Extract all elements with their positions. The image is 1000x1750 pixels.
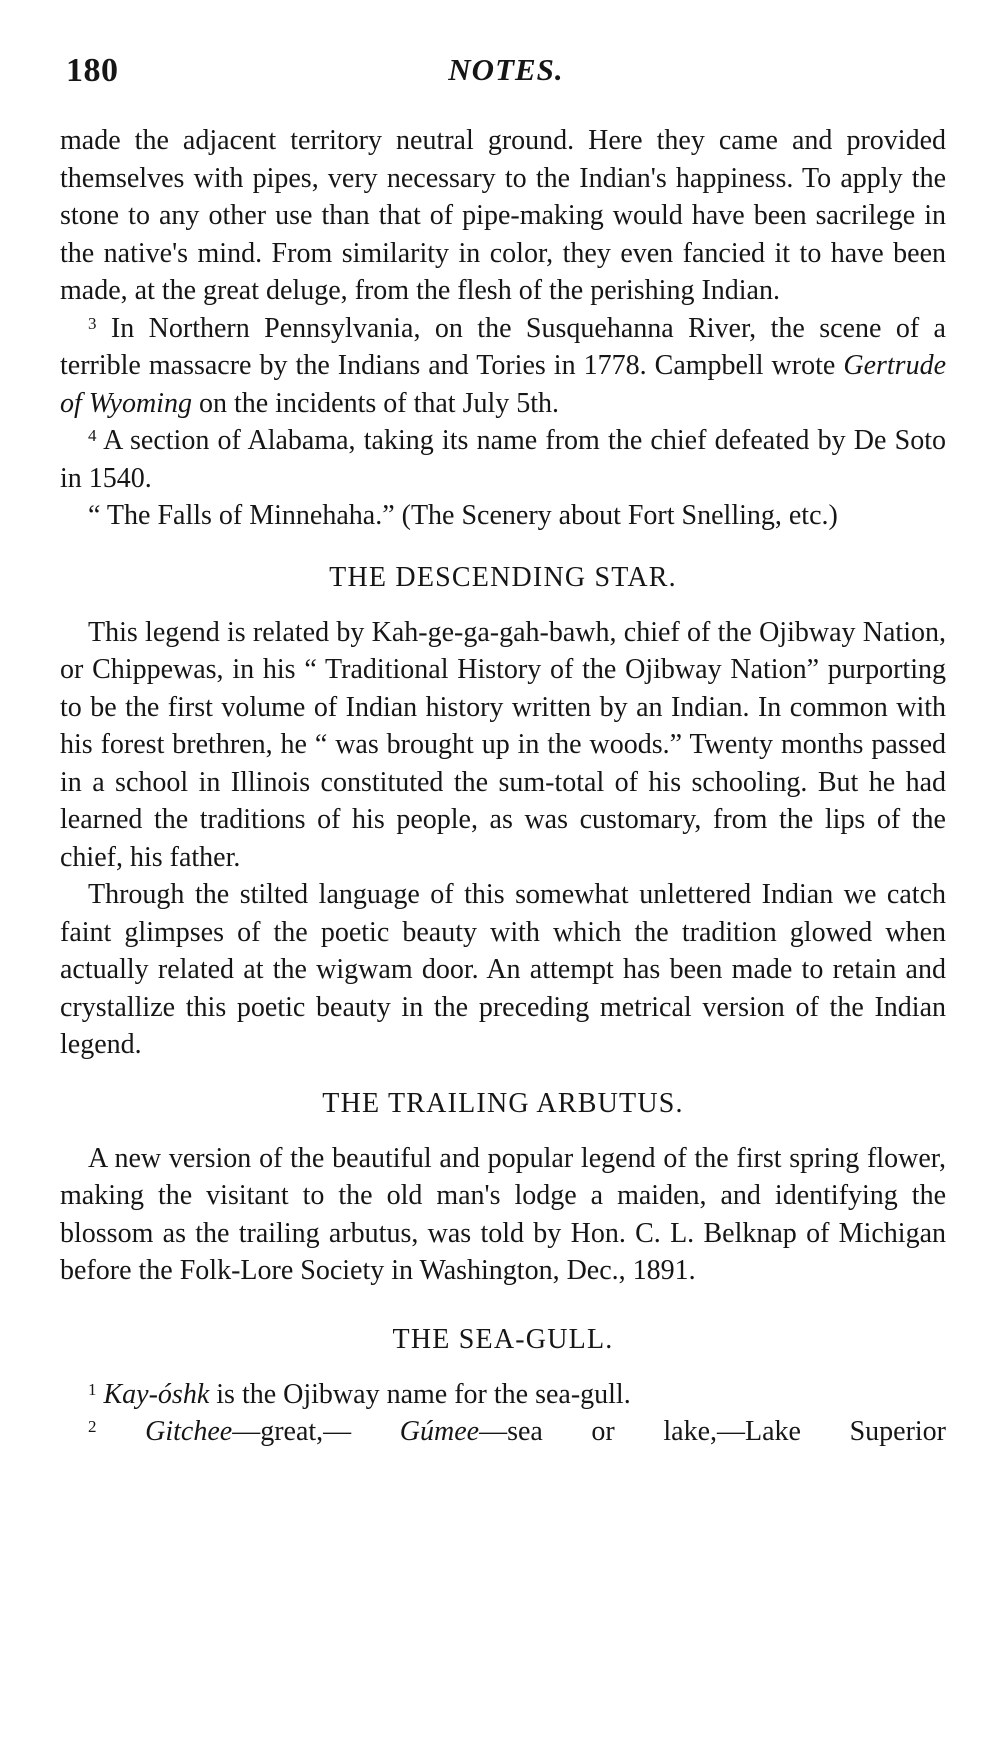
- footnote-3-text-a: In Northern Pennsylvania, on the Susquehanna River, the scene of a terrible massacre by the Indians and Tories in 1778. Campbell wrote: [60, 312, 946, 381]
- sea-gull-note-1-text: is the Ojibway name for the sea-gull.: [209, 1378, 631, 1410]
- footnote-3: [60, 310, 946, 423]
- footnote-3-title: Gertrude of Wyoming: [60, 350, 946, 419]
- trailing-arbutus-paragraph-text: A new version of the beautiful and popular legend of the first spring flower, making the visitant to the old man's lodge a maiden, and identifying the blossom as the trailing arbutus, was told by Hon. C. L. Belknap of Michigan before the Folk-Lore Society in Washington, Dec., 1891.: [60, 1142, 946, 1286]
- continued-paragraph-text: made the adjacent territory neutral ground. Here they came and provided themselves with pipes, very necessary to the Indian's happiness. To apply the stone to any other use than that of pipe-making would have been sacrilege in the native's mind. From similarity in color, they even fancied it to have been made, at the great deluge, from the flesh of the perishing Indian.: [60, 125, 946, 306]
- section-heading-descending-star: THE DESCENDING STAR.: [329, 561, 677, 593]
- section-heading-sea-gull: THE SEA-GULL.: [392, 1323, 614, 1355]
- sea-gull-note-2-text-2: —sea or lake,—Lake Superior: [479, 1416, 946, 1447]
- footnote-4-marker: 4: [88, 426, 97, 445]
- sea-gull-note-2-term-2: Gúmee: [399, 1416, 480, 1447]
- footnote-4: [60, 422, 946, 497]
- sea-gull-note-2: [60, 1413, 946, 1451]
- sea-gull-note-1-term: Kay-óshk: [103, 1378, 210, 1410]
- descending-star-paragraph-2: [60, 876, 946, 1064]
- trailing-arbutus-paragraph: [60, 1140, 946, 1290]
- page-body: [60, 122, 946, 1451]
- sea-gull-note-2-term-1: Gitchee: [145, 1416, 233, 1447]
- sea-gull-note-2-text-1: —great,—: [232, 1416, 400, 1447]
- section-heading-trailing-arbutus: THE TRAILING ARBUTUS.: [322, 1087, 684, 1119]
- descending-star-paragraph-2-text: Through the stilted language of this somewhat unlettered Indian we catch faint glimpses of the poetic beauty with which the tradition glowed when actually related at the wigwam door. An attempt has been made to retain and crystallize this poetic beauty in the preceding metrical version of the Indian legend.: [60, 879, 946, 1060]
- sea-gull-note-1-marker: 1: [88, 1379, 97, 1399]
- sea-gull-note-1: [60, 1376, 946, 1414]
- sea-gull-note-2-marker: 2: [88, 1417, 97, 1436]
- falls-note-text: “ The Falls of Minnehaha.” (The Scenery about Fort Snelling, etc.): [88, 500, 838, 531]
- descending-star-paragraph-1: [60, 614, 946, 877]
- descending-star-paragraph-1-text: This legend is related by Kah-ge-ga-gah-bawh, chief of the Ojibway Nation, or Chippewas, in his “ Traditional History of the Ojibway Nation” purporting to be the first volume of Indian history written by an Indian. In common with his forest brethren, he “ was brought up in the woods.” Twenty months passed in a school in Illinois constituted the sum-total of his schooling. But he had learned the traditions of his people, as was customary, from the lips of the chief, his father.: [60, 616, 946, 873]
- falls-note: [60, 497, 946, 535]
- continued-paragraph: [60, 122, 946, 310]
- page-header: [66, 52, 946, 92]
- page-number: 180: [66, 52, 119, 89]
- footnote-3-text-b: on the incidents of that July 5th.: [191, 387, 560, 419]
- running-title: NOTES.: [448, 52, 564, 87]
- footnote-3-marker: 3: [88, 313, 97, 333]
- footnote-4-text: A section of Alabama, taking its name from the chief defeated by De Soto in 1540.: [60, 425, 946, 494]
